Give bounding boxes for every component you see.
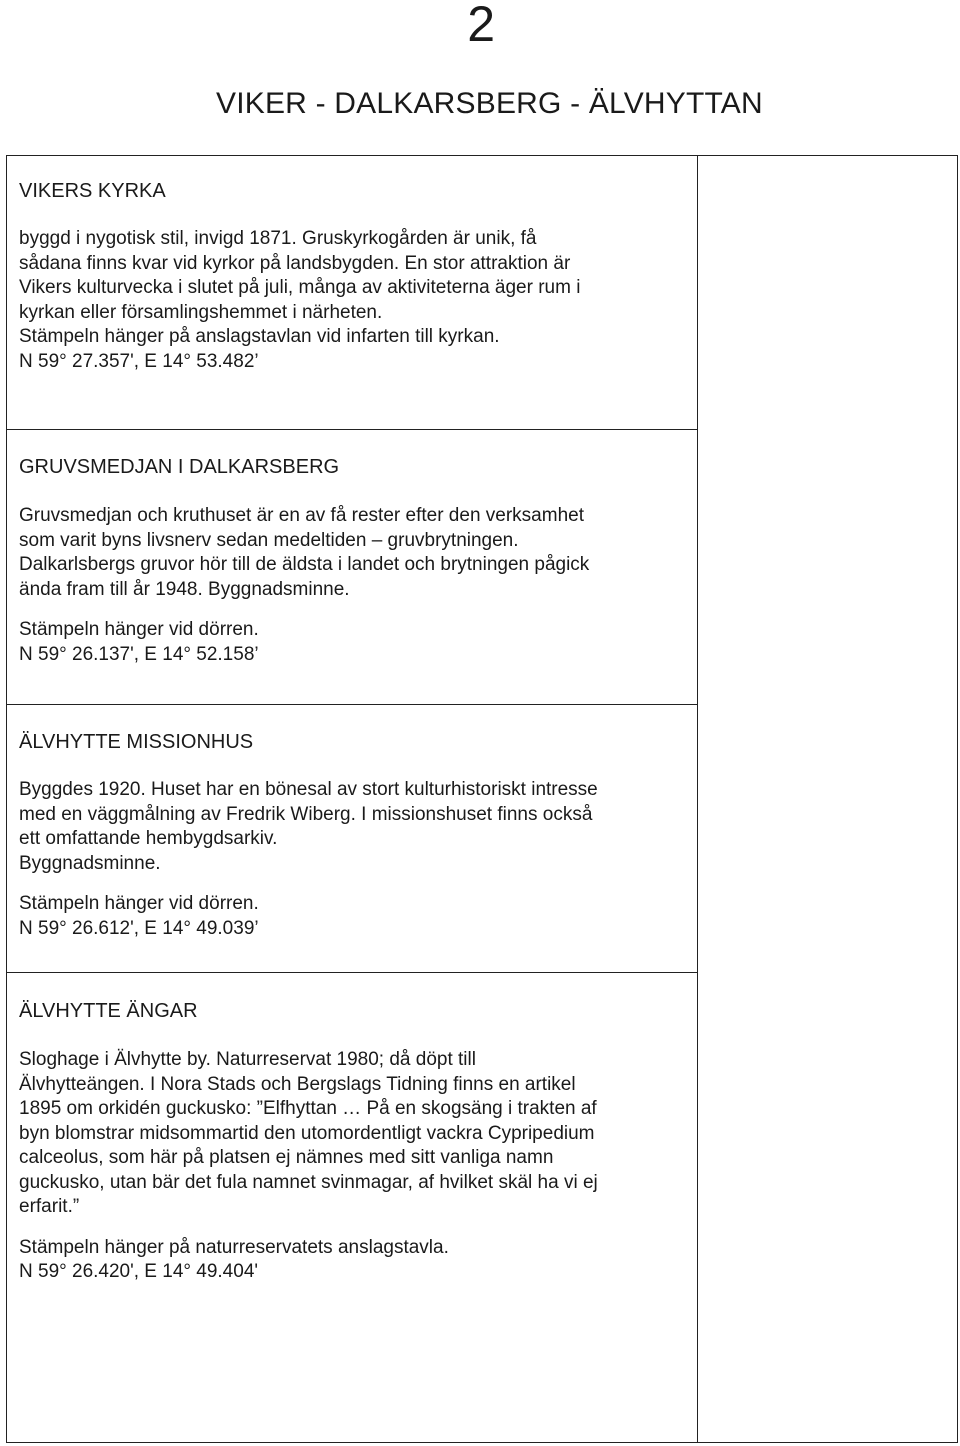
coordinates: N 59° 26.137', E 14° 52.158’: [19, 643, 259, 665]
section-heading: ÄLVHYTTE MISSIONHUS: [19, 731, 254, 753]
body-line: Älvhytteängen. I Nora Stads och Bergslags Tidning finns en artikel: [19, 1073, 576, 1095]
body-line: Sloghage i Älvhytte by. Naturreservat 1980; då döpt till: [19, 1049, 476, 1070]
section-alvhytte-angar: [6, 972, 698, 1442]
body-line: byggd i nygotisk stil, invigd 1871. Gruskyrkogården är unik, få: [19, 228, 537, 249]
body-line: som varit byns livsnerv sedan medeltiden – gruvbrytningen.: [19, 529, 519, 551]
body-line: sådana finns kvar vid kyrkor på landsbygden. En stor attraktion är: [19, 252, 571, 274]
body-line: guckusko, utan bär det fula namnet svinmagar, af hvilket skäl ha vi ej: [19, 1171, 598, 1193]
body-line: Gruvsmedjan och kruthuset är en av få rester efter den verksamhet: [19, 505, 584, 526]
body-line: byn blomstrar midsommartid den utomordentligt vackra Cypripedium: [19, 1122, 595, 1144]
section-body: [19, 778, 690, 876]
section-heading: ÄLVHYTTE ÄNGAR: [19, 1000, 198, 1022]
stamp-location: Stämpeln hänger vid dörren.: [19, 619, 259, 640]
section-vikers-kyrka: [6, 156, 698, 429]
body-line: Byggnadsminne.: [19, 852, 161, 874]
body-line: Dalkarlsbergs gruvor hör till de äldsta i landet och brytningen pågick: [19, 554, 590, 575]
section-body: [19, 504, 690, 602]
page-title: VIKER - DALKARSBERG - ÄLVHYTTAN: [216, 87, 763, 120]
body-line: ända fram till år 1948. Byggnadsminne.: [19, 578, 350, 600]
section-alvhytte-missionhus: [6, 704, 698, 972]
section-heading: GRUVSMEDJAN I DALKARSBERG: [19, 456, 340, 478]
section-body: [19, 1048, 690, 1220]
section-heading: VIKERS KYRKA: [19, 180, 166, 202]
coordinates: N 59° 26.612', E 14° 49.039’: [19, 917, 259, 939]
body-line: calceolus, som här på platsen ej nämnes med sitt vanliga namn: [19, 1147, 554, 1168]
coordinates: N 59° 27.357', E 14° 53.482’: [19, 350, 259, 372]
body-line: Vikers kulturvecka i slutet på juli, många av aktiviteterna äger rum i: [19, 277, 581, 298]
stamp-location: Stämpeln hänger på naturreservatets anslagstavla.: [19, 1236, 449, 1258]
body-line: ett omfattande hembygdsarkiv.: [19, 828, 278, 849]
body-line: erfarit.”: [19, 1196, 80, 1217]
body-line: kyrkan eller församlingshemmet i närheten.: [19, 301, 383, 323]
page-number: 2: [467, 0, 495, 52]
stamp-location: Stämpeln hänger på anslagstavlan vid infarten till kyrkan.: [19, 326, 500, 347]
body-line: 1895 om orkidén guckusko: ”Elfhyttan … På en skogsäng i trakten af: [19, 1098, 597, 1119]
body-line: Byggdes 1920. Huset har en bönesal av stort kulturhistoriskt intresse: [19, 779, 598, 800]
section-gruvsmedjan: [6, 429, 698, 704]
body-line: med en väggmålning av Fredrik Wiberg. I missionshuset finns också: [19, 803, 593, 825]
section-body: [19, 227, 690, 374]
stamp-location: Stämpeln hänger vid dörren.: [19, 893, 259, 914]
coordinates: N 59° 26.420', E 14° 49.404': [19, 1261, 259, 1282]
